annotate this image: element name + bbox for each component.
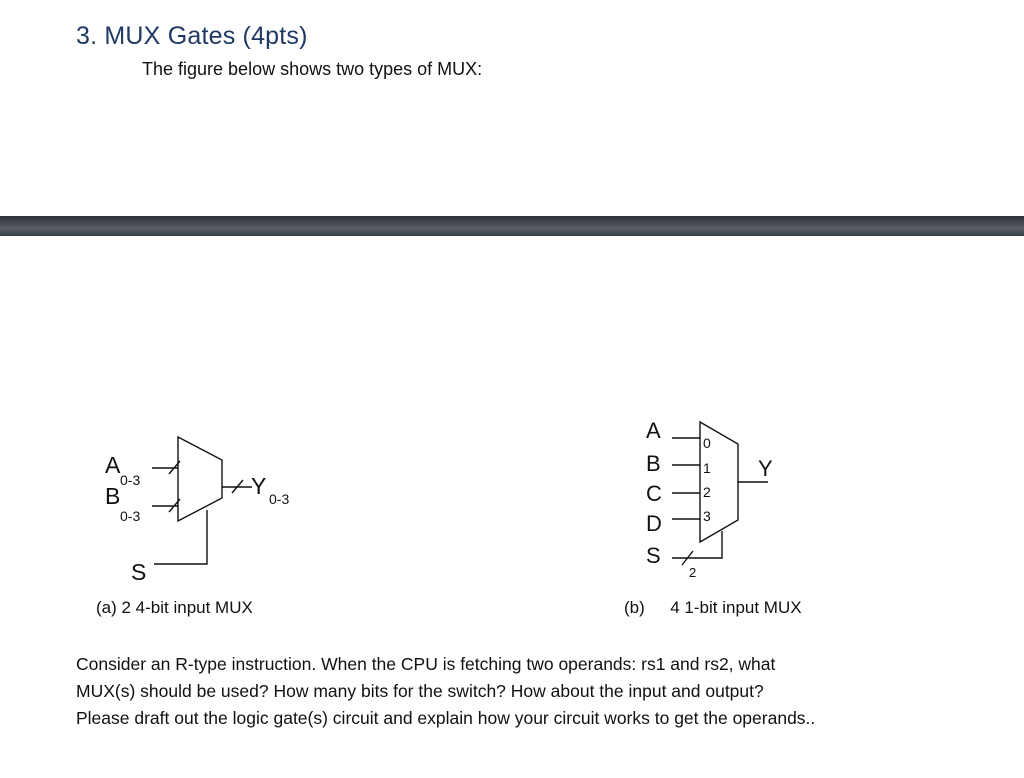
mux-b-port-3: 3 bbox=[703, 508, 711, 524]
mux-b-port-2: 2 bbox=[703, 484, 711, 500]
mux-b-select-width: 2 bbox=[689, 565, 697, 580]
mux-b-label-b: B bbox=[646, 451, 661, 476]
section-heading: 3. MUX Gates (4pts) bbox=[76, 22, 308, 50]
mux-b bbox=[672, 422, 768, 565]
mux-a-wire-s bbox=[154, 510, 207, 564]
mux-a-label-a-sub: 0-3 bbox=[120, 472, 141, 488]
mux-a-label-y-sub: 0-3 bbox=[269, 491, 290, 507]
mux-b-wire-s bbox=[672, 531, 722, 558]
mux-a-body bbox=[178, 437, 222, 521]
caption-b-label: (b) bbox=[624, 598, 645, 617]
intro-text: The figure below shows two types of MUX: bbox=[142, 59, 483, 79]
separator-bar bbox=[0, 216, 1024, 236]
mux-b-label-s: S bbox=[646, 543, 661, 568]
caption-b-text: 4 1-bit input MUX bbox=[670, 598, 802, 617]
mux-a-label-b: B bbox=[105, 483, 121, 509]
caption-b bbox=[624, 598, 802, 618]
mux-b-port-1: 1 bbox=[703, 460, 711, 476]
mux-b-port-0: 0 bbox=[703, 435, 711, 451]
mux-b-label-a: A bbox=[646, 418, 661, 443]
question-text bbox=[76, 651, 976, 732]
mux-b-label-c: C bbox=[646, 481, 662, 506]
mux-b-label-d: D bbox=[646, 511, 662, 536]
mux-a-label-b-sub: 0-3 bbox=[120, 508, 141, 524]
question-line: Consider an R-type instruction. When the CPU is fetching two operands: rs1 and rs2, what bbox=[76, 654, 776, 674]
question-line: Please draft out the logic gate(s) circuit and explain how your circuit works to get the operands.. bbox=[76, 708, 816, 728]
mux-a-label-s: S bbox=[131, 559, 147, 585]
mux-a-label-y: Y bbox=[251, 473, 267, 499]
caption-a: (a) 2 4-bit input MUX bbox=[96, 598, 253, 617]
mux-a-label-a: A bbox=[105, 452, 121, 478]
question-line: MUX(s) should be used? How many bits for the switch? How about the input and output? bbox=[76, 681, 764, 701]
mux-a bbox=[152, 437, 252, 564]
mux-b-label-y: Y bbox=[758, 456, 773, 481]
